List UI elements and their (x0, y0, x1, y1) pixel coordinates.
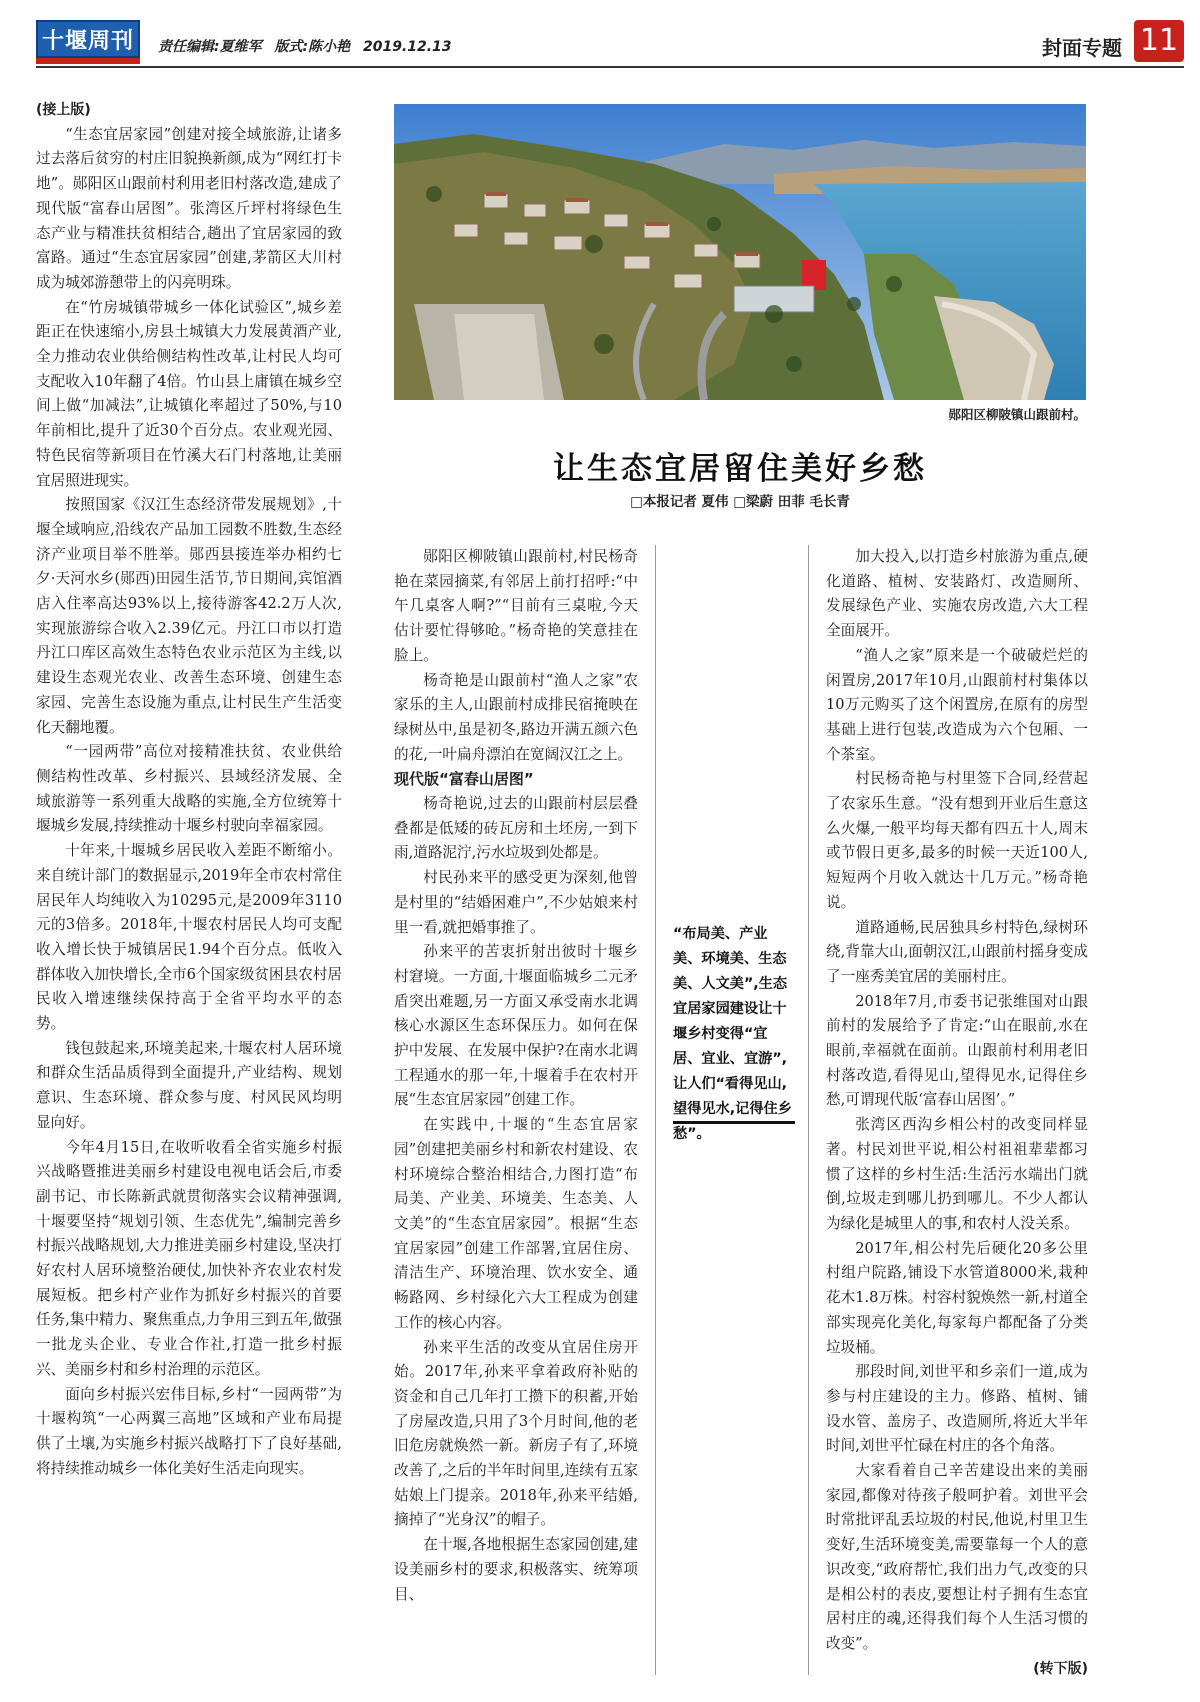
article-paragraph: 2017年,相公村先后硬化20多公里村组户院路,铺设下水管道8000米,栽种花木1.8万株。村容村貌焕然一新,村道全部实现亮化美化,每家每户都配备了分类垃圾桶。 (826, 1239, 1088, 1356)
article-column-2 (394, 545, 638, 1607)
editor-credits (158, 36, 460, 56)
article-paragraph: 大家看着自己辛苦建设出来的美丽家园,都像对待孩子般呵护着。刘世平会时常批评乱丢垃圾的村民,他说,村里卫生变好,生活环境变美,需要靠每一个人的意识改变,“政府帮忙,我们出力气,改变的只是相公村的表皮,要想让村子拥有生态宜居村庄的魂,还得我们每个人生活习惯的改变”。 (826, 1462, 1088, 1652)
page-number: 11 (1134, 20, 1184, 62)
article-paragraph: 村民杨奇艳与村里签下合同,经营起了农家乐生意。“没有想到开业后生意这么火爆,一般平均每天都有四五十人,周末或节假日更多,最多的时候一天近100人,短短两个月收入就达十几万元。”杨奇艳说。 (826, 770, 1088, 911)
article-paragraph: “渔人之家”原来是一个破破烂烂的闲置房,2017年10月,山跟前村村集体以10万元购买了这个闲置房,在原有的房型基础上进行包装,改造成为六个包厢、一个茶室。 (826, 646, 1088, 763)
editor-name: 责任编辑:夏维军 (158, 39, 262, 55)
article-paragraph: 在实践中,十堰的“生态宜居家园”创建把美丽乡村和新农村建设、农村环境综合整治相结合,力图打造“布局美、产业美、环境美、生态美、人文美”的“生态宜居家园”。根据“生态宜居家园”创建工作部署,宜居住房、清洁生产、环境治理、饮水安全、通畅路网、乡村绿化六大工程成为创建工作的核心内容。 (394, 1116, 638, 1331)
article-paragraph: 张湾区西沟乡相公村的改变同样显著。村民刘世平说,相公村祖祖辈辈都习惯了这样的乡村生活:生活污水端出门就倒,垃圾走到哪儿扔到哪儿。不少人都认为绿化是城里人的事,和农村人没关系。 (826, 1116, 1088, 1232)
issue-date: 2019.12.13 (362, 39, 452, 55)
pull-quote-rule (673, 1121, 795, 1124)
article-paragraph: 杨奇艳说,过去的山跟前村层层叠叠都是低矮的砖瓦房和土坯房,一到下雨,道路泥泞,污水垃圾到处都是。 (394, 795, 638, 862)
article-byline: □本报记者 夏伟 □梁蔚 田菲 毛长青 (630, 494, 850, 510)
pull-quote: “布局美、产业美、环境美、生态美、人文美”,生态宜居家园建设让十堰乡村变得“宜居、宜业、宜游”,让人们“看得见山,望得见水,记得住乡愁”。 (673, 926, 792, 1142)
article-paragraph: 加大投入,以打造乡村旅游为重点,硬化道路、植树、安装路灯、改造厕所、发展绿色产业、实施农房改造,六大工程全面展开。 (826, 548, 1088, 640)
article-paragraph: 按照国家《汉江生态经济带发展规划》,十堰全域响应,沿线农产品加工园数不胜数,生态经济产业项目举不胜举。郧西县接连举办相约七夕·天河水乡(郧西)田园生活节,节日期间,宾馆酒店入住率高达93%以上,接待游客42.2万人次,实现旅游综合收入2.39亿元。丹江口市以打造丹江口库区高效生态特色农业示范区为主线,以建设生态观光农业、改善生态环境、创建生态家园、完善生态设施为重点,让村民生产生活变化天翻地覆。 (36, 496, 342, 736)
masthead-rule (36, 66, 1184, 68)
column-2-body-paragraphs (394, 792, 638, 1607)
article-paragraph: 杨奇艳是山跟前村“渔人之家”农家乐的主人,山跟前村成排民宿掩映在绿树丛中,虽是初冬,路边开满五颜六色的花,一叶扁舟漂泊在宽阔汉江之上。 (394, 671, 638, 763)
logo-accent-bar (36, 58, 140, 64)
article-paragraph: 郧阳区柳陂镇山跟前村,村民杨奇艳在菜园摘菜,有邻居上前打招呼:“中午几桌客人啊?”“目前有三桌啦,今天估计要忙得够呛。”杨奇艳的笑意挂在脸上。 (394, 548, 638, 664)
article-paragraph: 孙来平的苦衷折射出彼时十堰乡村窘境。一方面,十堰面临城乡二元矛盾突出难题,另一方面又承受南水北调核心水源区生态环保压力。如何在保护中发展、在发展中保护?在南水北调工程通水的那一年,十堰着手在农村开展“生态宜居家园”创建工作。 (394, 943, 638, 1109)
article-paragraph: 十年来,十堰城乡居民收入差距不断缩小。来自统计部门的数据显示,2019年全市农村常住居民年人均纯收入为10295元,是2009年3110元的3倍多。2018年,十堰农村居民人均可支配收入增长快于城镇居民1.94个百分点。低收入群体收入加快增长,全市6个国家级贫困县农村居民收入增速继续保持高于全省平均水平的态势。 (36, 842, 342, 1033)
article-paragraph: 在“竹房城镇带城乡一体化试验区”,城乡差距正在快速缩小,房县土城镇大力发展黄酒产业,全力推动农业供给侧结构性改革,让村民人均可支配收入10年翻了4倍。竹山县上庸镇在城乡空间上做“加减法”,让城镇化率超过了50%,与10年前相比,提升了近30个百分点。农业观光园、特色民宿等新项目在竹溪大石门村落地,让美丽宜居照进现实。 (36, 298, 342, 489)
article-paragraph: 那段时间,刘世平和乡亲们一道,成为参与村庄建设的主力。修路、植树、铺设水管、盖房子、改造厕所,将近大半年时间,刘世平忙碌在村庄的各个角落。 (826, 1363, 1088, 1455)
photo-caption: 郧阳区柳陂镇山跟前村。 (948, 407, 1086, 422)
continued-to-label: (转下版) (1033, 1660, 1088, 1677)
village-photo (394, 104, 1086, 400)
article-paragraph: 今年4月15日,在收听收看全省实施乡村振兴战略暨推进美丽乡村建设电视电话会后,市委副书记、市长陈新武就贯彻落实会议精神强调,十堰要坚持“规划引领、生态优先”,编制完善乡村振兴战略规划,大力推进美丽乡村建设,坚决打好农村人居环境整治硬仗,加快补齐农业农村发展短板。把乡村产业作为抓好乡村振兴的首要任务,集中精力、聚焦重点,力争用三到五年,做强一批龙头企业、专业合作社,打造一批乡村振兴、美丽乡村和乡村治理的示范区。 (36, 1138, 342, 1378)
article-paragraph: “生态宜居家园”创建对接全域旅游,让诸多过去落后贫穷的村庄旧貌换新颜,成为“网红打卡地”。郧阳区山跟前村利用老旧村落改造,建成了现代版“富春山居图”。张湾区斤坪村将绿色生态产业与精准扶贫相结合,趟出了宜居家园的致富路。通过“生态宜居家园”创建,茅箭区大川村成为城郊游憩带上的闪亮明珠。 (36, 125, 342, 291)
article-headline: 让生态宜居留住美好乡愁 (553, 451, 927, 487)
column-divider-right (808, 545, 809, 1675)
section-label: 封面专题 (1042, 36, 1122, 60)
continued-from-label: (接上版) (36, 102, 91, 118)
column-divider-left (655, 545, 656, 1675)
masthead (36, 18, 1184, 66)
column-2-intro-paragraphs (394, 545, 638, 767)
article-paragraph: 2018年7月,市委书记张维国对山跟前村的发展给予了肯定:“山在眼前,水在眼前,幸福就在面前。山跟前村利用老旧村落改造,看得见山,望得见水,记得住乡愁,可谓现代版‘富春山居图’。” (826, 992, 1088, 1109)
article-paragraph: 道路通畅,民居独具乡村特色,绿树环绕,背靠大山,面朝汉江,山跟前村摇身变成了一座秀美宜居的美丽村庄。 (826, 918, 1089, 985)
column-1-paragraphs (36, 123, 342, 1482)
column-4-paragraphs (826, 545, 1088, 1657)
article-paragraph: “一园两带”高位对接精准扶贫、农业供给侧结构性改革、乡村振兴、县域经济发展、全域旅游等一系列重大战略的实施,全方位统筹十堰城乡发展,持续推动十堰乡村驶向幸福家园。 (36, 743, 342, 835)
article-paragraph: 钱包鼓起来,环境美起来,十堰农村人居环境和群众生活品质得到全面提升,产业结构、规划意识、生态环境、群众参与度、村风民风均明显向好。 (36, 1039, 342, 1131)
article-paragraph: 面向乡村振兴宏伟目标,乡村“一园两带”为十堰构筑“一心两翼三高地”区域和产业布局提供了土壤,为实施乡村振兴战略打下了良好基础,将持续推动城乡一体化美好生活走向现实。 (36, 1385, 342, 1477)
article-paragraph: 在十堰,各地根据生态家园创建,建设美丽乡村的要求,积极落实、统筹项目、 (394, 1536, 638, 1603)
article-column-1 (36, 98, 342, 1481)
section-subhead: 现代版“富春山居图” (394, 770, 534, 789)
article-paragraph: 村民孙来平的感受更为深刻,他曾是村里的“结婚困难户”,不少姑娘来村里一看,就把婚事推了。 (394, 869, 638, 936)
article-column-4 (826, 545, 1088, 1681)
article-paragraph: 孙来平生活的改变从宜居住房开始。2017年,孙来平拿着政府补贴的资金和自己几年打工攒下的积蓄,开始了房屋改造,只用了3个月时间,他的老旧危房就焕然一新。新房子有了,环境改善了,之后的半年时间里,连续有五家姑娘上门提亲。2018年,孙来平结婚,摘掉了“光身汉”的帽子。 (394, 1338, 638, 1529)
newspaper-logo: 十堰周刊 (36, 20, 140, 58)
layout-credit: 版式:陈小艳 (274, 39, 351, 55)
